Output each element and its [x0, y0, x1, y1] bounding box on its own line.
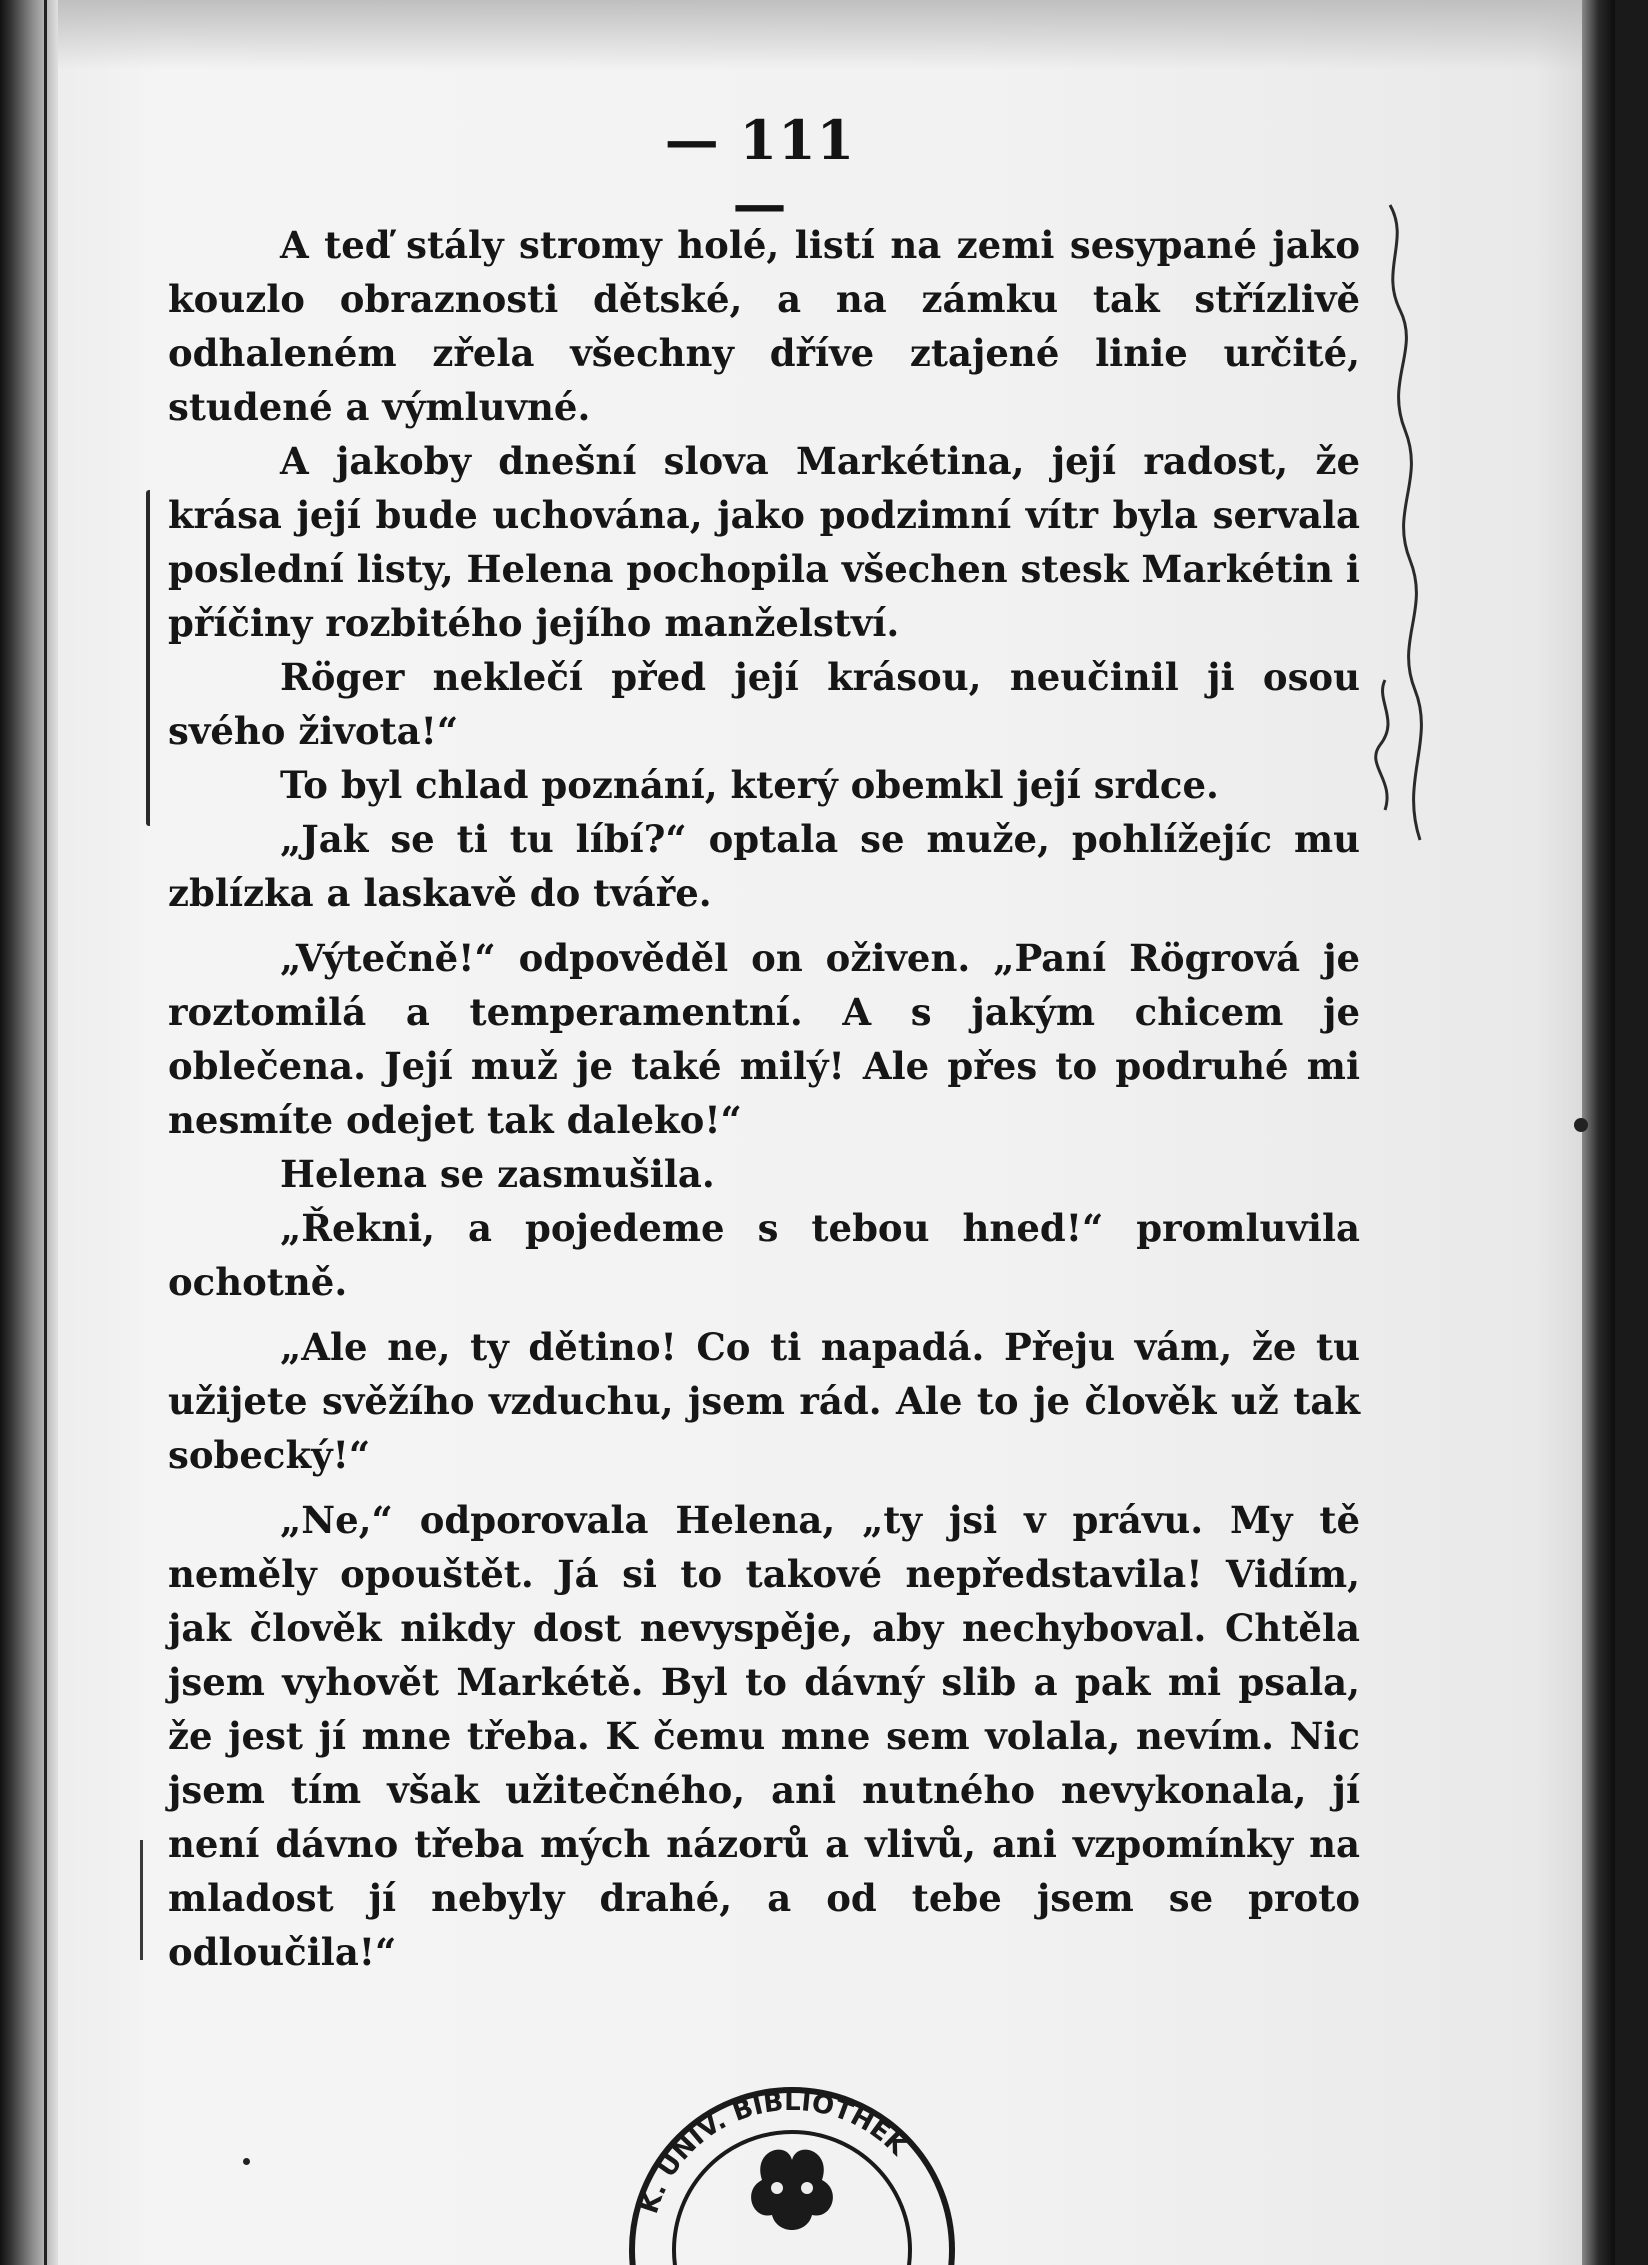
paragraph-5: „Jak se ti tu líbí?“ optala se muže, pohlížejíc mu zblízka a laskavě do tváře.: [168, 817, 1360, 915]
paragraph-2: A jakoby dnešní slova Markétina, její radost, že krása její bude uchována, jako podzimní vítr byla servala poslední listy, Helena pochopila všechen stesk Markétin i příčiny rozbitého jejího manželství.: [168, 439, 1360, 645]
paragraph-8: „Řekni, a pojedeme s tebou hned!“ promluvila ochotně.: [168, 1206, 1360, 1304]
lion-emblem-icon: [751, 2150, 833, 2230]
library-stamp: [612, 2020, 972, 2265]
paragraph-1: A teď stály stromy holé, listí na zemi sesypané jako kouzlo obraznosti dětské, a na zámku tak střízlivě odhaleném zřela všechny dříve ztajené linie určité, studené a výmluvné.: [168, 223, 1360, 429]
paragraph-6: „Výtečně!“ odpověděl on oživen. „Paní Rögrová je roztomilá a temperamentní. A s jakým chicem je oblečena. Její muž je také milý! Ale přes to podruhé mi nesmíte odejet tak daleko!“: [168, 936, 1360, 1142]
pencil-margin-mark-lower: [140, 1840, 149, 1960]
paragraph-7: Helena se zasmušila.: [280, 1152, 715, 1196]
paragraph-9: „Ale ne, ty dětino! Co ti napadá. Přeju vám, že tu užijete svěžího vzduchu, jsem rád. Ale to je člověk už tak sobecký!“: [168, 1325, 1360, 1477]
paragraph-3: Röger neklečí před její krásou, neučinil ji osou svého života!“: [168, 655, 1360, 753]
ink-speck: [243, 2158, 250, 2165]
ink-speck: [1574, 1118, 1588, 1132]
pencil-squiggle-annotation: [1370, 200, 1450, 850]
page-left-edge: [0, 0, 58, 2265]
page-right-edge: [1582, 0, 1615, 2265]
body-text: [168, 218, 1360, 1979]
page-number: — 111 —: [664, 108, 856, 236]
pencil-margin-mark: [146, 490, 156, 826]
scan-shadow: [0, 0, 1615, 70]
stamp-inscription: K. UNIV. BIBLIOTHEK: [634, 2086, 913, 2218]
paragraph-4: To byl chlad poznání, který obemkl její srdce.: [280, 763, 1219, 807]
paragraph-10: „Ne,“ odporovala Helena, „ty jsi v právu. My tě neměly opouštět. Já si to takové nepředstavila! Vidím, jak člověk nikdy dost nevyspěje, aby nechyboval. Chtěla jsem vyhovět Markétě. Byl to dávný slib a pak mi psala, že jest jí mne třeba. K čemu mne sem volala, nevím. Nic jsem tím však užitečného, ani nutného nevykonala, jí není dávno třeba mých názorů a vlivů, ani vzpomínky na mladost jí nebyly drahé, a od tebe jsem se proto odloučila!“: [168, 1498, 1360, 1974]
binding-line: [44, 0, 47, 2265]
